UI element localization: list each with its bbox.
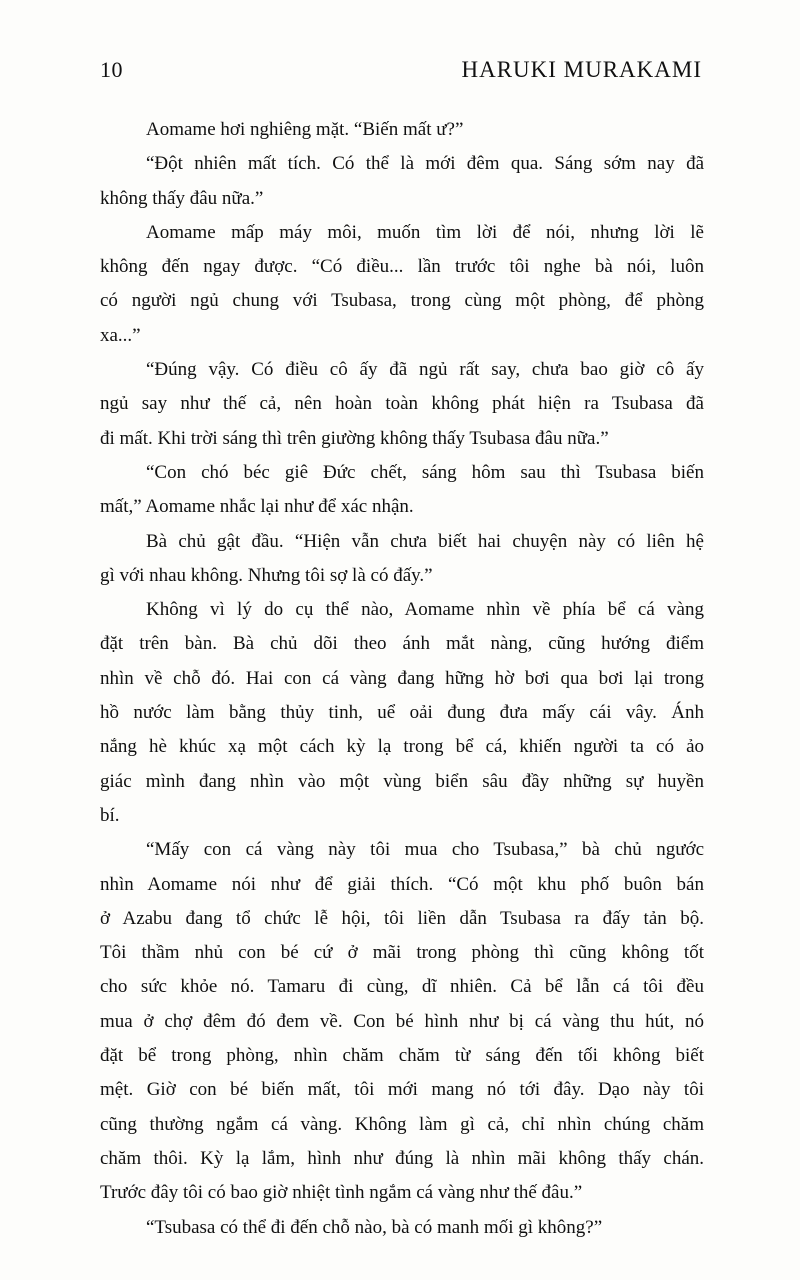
text-line: ở Azabu đang tổ chức lễ hội, tôi liền dẫn Tsubasa ra đấy tản bộ. [100, 907, 704, 929]
text-line: “Con chó béc giê Đức chết, sáng hôm sau thì Tsubasa biến [146, 461, 704, 483]
text-line: cho sức khỏe nó. Tamaru đi cùng, dĩ nhiên. Cả bể lẫn cá tôi đều [100, 976, 704, 998]
text-line: “Đột nhiên mất tích. Có thể là mới đêm qua. Sáng sớm nay đã [146, 153, 704, 175]
text-line: mua ở chợ đêm đó đem về. Con bé hình như bị cá vàng thu hút, nó [100, 1010, 704, 1032]
text-line: Không vì lý do cụ thể nào, Aomame nhìn về phía bể cá vàng [146, 599, 704, 621]
page-number: 10 [100, 57, 123, 82]
text-line: Aomame mấp máy môi, muốn tìm lời để nói, nhưng lời lẽ [146, 221, 704, 243]
text-line: bí. [100, 804, 120, 826]
text-line: đặt trên bàn. Bà chủ dõi theo ánh mắt nàng, cũng hướng điểm [100, 633, 704, 655]
text-line: “Tsubasa có thể đi đến chỗ nào, bà có manh mối gì không?” [146, 1216, 603, 1238]
text-line: không đến ngay được. “Có điều... lần trước tôi nghe bà nói, luôn [100, 256, 704, 278]
text-line: mất,” Aomame nhắc lại như để xác nhận. [100, 496, 414, 518]
text-line: ngủ say như thế cả, nên hoàn toàn không phát hiện ra Tsubasa đã [100, 393, 704, 415]
text-line: “Đúng vậy. Có điều cô ấy đã ngủ rất say, chưa bao giờ cô ấy [146, 359, 704, 381]
text-line: cũng thường ngắm cá vàng. Không làm gì cả, chỉ nhìn chúng chăm [100, 1113, 704, 1135]
text-line: Aomame hơi nghiêng mặt. “Biến mất ư?” [146, 119, 464, 140]
text-line: giác mình đang nhìn vào một vùng biển sâu đầy những sự huyền [100, 770, 704, 792]
text-line: nhìn Aomame nói như để giải thích. “Có một khu phố buôn bán [100, 873, 704, 895]
text-line: Tôi thầm nhủ con bé cứ ở mãi trong phòng thì cũng không tốt [100, 942, 704, 964]
text-line: đi mất. Khi trời sáng thì trên giường không thấy Tsubasa đâu nữa.” [100, 427, 609, 449]
text-line: nắng hè khúc xạ một cách kỳ lạ trong bể cá, khiến người ta có ảo [100, 736, 704, 758]
text-line: không thấy đâu nữa.” [100, 187, 264, 209]
text-line: nhìn về chỗ đó. Hai con cá vàng đang hững hờ bơi qua bơi lại trong [100, 667, 704, 689]
text-line: “Mấy con cá vàng này tôi mua cho Tsubasa,” bà chủ ngước [146, 839, 704, 861]
author-running-header: HARUKI MURAKAMI [461, 57, 702, 82]
text-line: xa...” [100, 324, 141, 346]
text-line: gì với nhau không. Nhưng tôi sợ là có đấy.” [100, 564, 433, 586]
text-line: mệt. Giờ con bé biến mất, tôi mới mang nó tới đây. Dạo này tôi [100, 1079, 704, 1101]
text-line: chăm thôi. Kỳ lạ lắm, hình như đúng là nhìn mãi không thấy chán. [100, 1147, 704, 1169]
running-head [100, 57, 702, 83]
text-line: đặt bể trong phòng, nhìn chăm chăm từ sáng đến tối không biết [100, 1045, 704, 1067]
text-line: Trước đây tôi có bao giờ nhiệt tình ngắm cá vàng như thế đâu.” [100, 1182, 583, 1204]
text-body [100, 113, 704, 1245]
text-line: Bà chủ gật đầu. “Hiện vẫn chưa biết hai chuyện này có liên hệ [146, 530, 704, 552]
text-line: hồ nước làm bằng thủy tinh, uể oải đung đưa mấy cái vây. Ánh [100, 702, 704, 724]
text-line: có người ngủ chung với Tsubasa, trong cùng một phòng, để phòng [100, 290, 704, 312]
